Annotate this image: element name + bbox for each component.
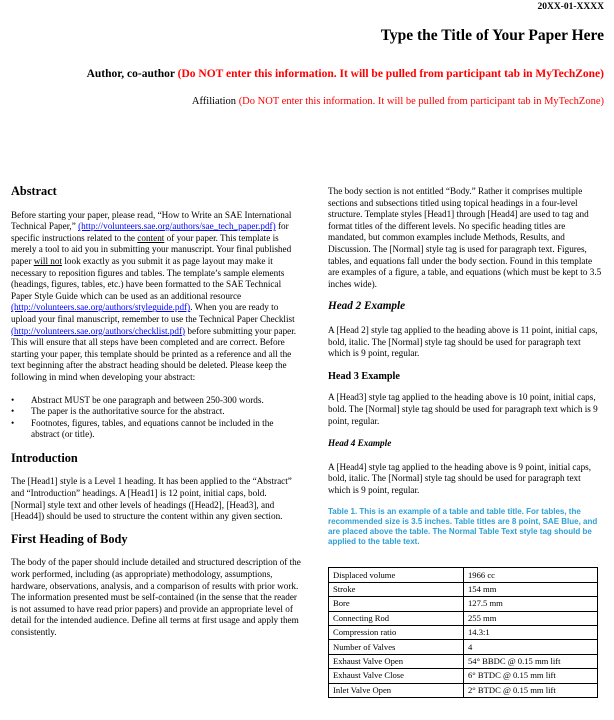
abstract-text-2: for specific instructions related to the [11, 221, 289, 243]
head2-heading: Head 2 Example [328, 300, 406, 313]
abstract-text-5: . When you are ready to upload your final manuscript, remember to use the Technical Paper Checklist [11, 302, 295, 324]
table-cell: Displaced volume [329, 568, 464, 582]
table-row [329, 683, 598, 697]
table-cell: Stroke [329, 582, 464, 596]
table-cell: Connecting Rod [329, 611, 464, 625]
affiliation: Affiliation [191, 96, 237, 107]
table-cell: Inlet Valve Open [329, 683, 464, 697]
table-row [329, 669, 598, 683]
abstract-text-4: look exactly as you submit it as page layout may make it necessary to reposition figures and tables. The template’s sample elements (headings, figures, tables, etc.) have been formatted to the SAE Technical Paper Style Guide which can be used as an additional resource [11, 255, 285, 301]
authors: Author, co-author [86, 68, 175, 80]
abstract-text-3: of your paper. This template is merely a tool to aid you in submitting your manuscript. Your final published paper [11, 232, 292, 266]
table-cell: Bore [329, 597, 464, 611]
head3-heading: Head 3 Example [328, 370, 400, 382]
table-cell: Compression ratio [329, 626, 464, 640]
paper-title: Type the Title of Your Paper Here [380, 27, 604, 44]
engine-spec-table [328, 567, 598, 698]
authors-note: (Do NOT enter this information. It will be pulled from participant tab in MyTechZone) [177, 68, 604, 80]
table-row [329, 611, 598, 625]
table-cell: 1966 cc [464, 568, 598, 582]
abstract-paragraph [11, 210, 302, 384]
head4-text: A [Head4] style tag applied to the heading above is 9 point, initial caps, bold, italic. The [Normal] style tag should be used for paragraph text which is 9 point, regular. [328, 461, 592, 495]
introduction-text: The [Head1] style is a Level 1 heading. It has been applied to the “Abstract” and “Introduction” headings. A [Head1] is 12 point, initial caps, bold. [Normal] style text and other levels of headings ([Head2], [Head3], and [Head4]) should be used to structure the content within any given section. [11, 476, 292, 522]
list-item: • Abstract MUST be one paragraph and between 250-300 words. [11, 395, 302, 407]
first-heading: First Heading of Body [11, 531, 128, 546]
table-row [329, 597, 598, 611]
table-cell: Exhaust Valve Open [329, 654, 464, 668]
table-cell: 154 mm [464, 582, 598, 596]
link-checklist[interactable]: (http://volunteers.sae.org/authors/checklist.pdf) [11, 325, 186, 336]
affiliation-line [192, 96, 604, 107]
head4-heading: Head 4 Example [328, 438, 392, 449]
table-cell: 4 [464, 640, 598, 654]
left-column [11, 186, 302, 650]
table-cell: 6° BTDC @ 0.15 mm lift [464, 669, 598, 683]
authors-line [64, 67, 604, 82]
right-column [328, 186, 602, 698]
table-caption: Table 1. This is an example of a table and table title. For tables, the recommended size is 3.5 inches. Table titles are 8 point, SAE Blue, and are placed above the table. The Normal Table Text style tag should be applied to the table text. [328, 507, 598, 547]
table-cell: Exhaust Valve Close [329, 669, 464, 683]
body-intro-text: The body section is not entitled “Body.” Rather it comprises multiple sections and subsections titled using topical headings in a four-level structure. Template styles [Head1] through [Head4] are used to tag and format titles of the different levels. No specific heading titles are mandated, but common examples include Methods, Results, and Discussion. The [Normal] style tag is used for paragraph text. Figures, tables, and equations fall under the body section. Found in this template are examples of a figure, a table, and equations (which must be kept to 3.5 inches wide). [328, 186, 602, 289]
list-item: • The paper is the authoritative source for the abstract. [11, 406, 302, 418]
abstract-will-not-underline: will not [33, 255, 63, 266]
table-row [329, 626, 598, 640]
abstract-content-underline: content [137, 232, 165, 243]
table-cell: 2° BTDC @ 0.15 mm lift [464, 683, 598, 697]
affiliation-note: (Do NOT enter this information. It will be pulled from participant tab in MyTechZone) [238, 96, 604, 107]
abstract-heading: Abstract [11, 184, 57, 198]
table-cell: 255 mm [464, 611, 598, 625]
link-style-guide[interactable]: (http://volunteers.sae.org/authors/styleguide.pdf) [11, 302, 191, 313]
table-row [329, 654, 598, 668]
paper-id: 20XX-01-XXXX [537, 2, 604, 12]
head3-text: A [Head3] style tag applied to the heading above is 10 point, initial caps, bold. The [Normal] style tag should be used for paragraph text which is 9 point, regular. [328, 392, 598, 426]
table-row [329, 568, 598, 582]
abstract-text-1: Before starting your paper, please read, “How to Write an SAE International Technical Paper,” [11, 209, 292, 232]
table-row [329, 640, 598, 654]
first-heading-text: The body of the paper should include detailed and structured description of the work performed, including (as appropriate) methodology, assumptions, hardware, observations, analysis, and a comparison of results with prior work. The information presented must be self-contained (in the sense that the reader is not assumed to have read prior papers) and provide an appropriate level of detail for the intended audience. Define all terms at first usage and apply them consistently. [11, 557, 301, 637]
table-cell: 54° BBDC @ 0.15 mm lift [464, 654, 598, 668]
table-cell: 14.3:1 [464, 626, 598, 640]
list-item: • Footnotes, figures, tables, and equations cannot be included in the abstract (or title). [11, 418, 302, 441]
head2-text: A [Head 2] style tag applied to the heading above is 11 point, initial caps, bold, italic. The [Normal] style tag should be used for paragraph text which is 9 point, regular. [328, 324, 598, 359]
abstract-text-6: before submitting your paper. This will ensure that all steps have been completed and are correct. Before starting your paper, this template should be printed as a reference and all the text beginning after the abstract heading should be deleted. Please keep the following in mind when developing your abstract: [11, 325, 297, 382]
table-cell: Number of Valves [329, 640, 464, 654]
table-cell: 127.5 mm [464, 597, 598, 611]
abstract-bullets [11, 395, 302, 441]
link-tech-paper[interactable]: (http://volunteers.sae.org/authors/sae_tech_paper.pdf) [78, 221, 276, 232]
introduction-heading: Introduction [11, 450, 78, 465]
table-row [329, 582, 598, 596]
